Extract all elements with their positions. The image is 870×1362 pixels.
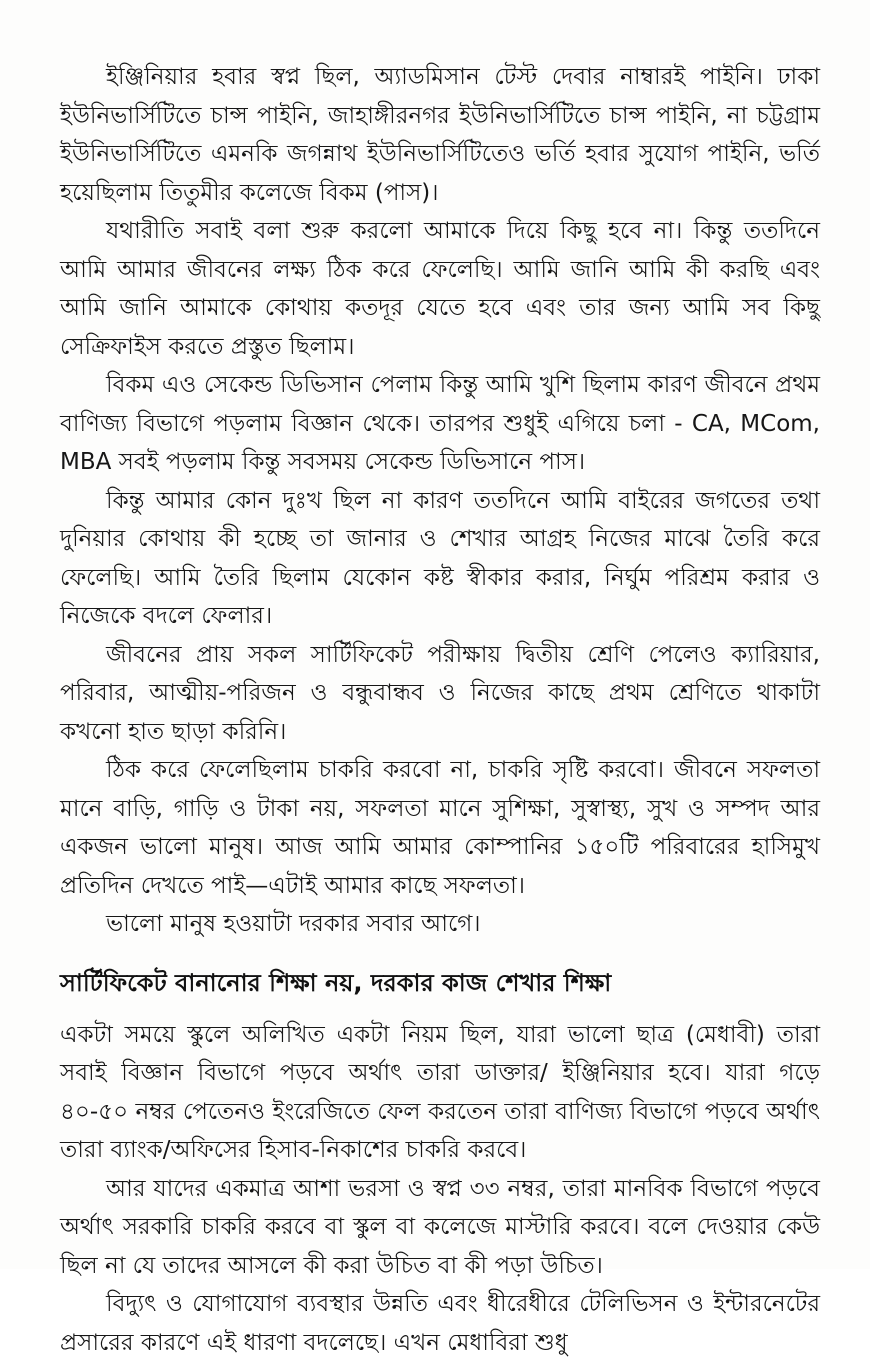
paragraph-no-regret: কিন্তু আমার কোন দুঃখ ছিল না কারণ ততদিনে আমি বাইরের জগতের তথা দুনিয়ার কোথায় কী হচ্ছে তা জানার ও শেখার আগ্রহ নিজের মাঝে তৈরি করে ফেলেছি। আমি তৈরি ছিলাম যেকোন কষ্ট স্বীকার করার, নির্ঘুম পরিশ্রম করার ও নিজেকে বদলে ফেলার। bbox=[60, 487, 820, 629]
paragraph-first-class-life: জীবনের প্রায় সকল সার্টিফিকেট পরীক্ষায় দ্বিতীয় শ্রেণি পেলেও ক্যারিয়ার, পরিবার, আত্মীয়-পরিজন ও বন্ধুবান্ধব ও নিজের কাছে প্রথম শ্রেণিতে থাকাটা কখনো হাত ছাড়া করিনি। bbox=[60, 641, 820, 745]
section-heading: সার্টিফিকেট বানানোর শিক্ষা নয়, দরকার কাজ শেখার শিক্ষা bbox=[60, 968, 612, 997]
paragraph-humanities: আর যাদের একমাত্র আশা ভরসা ও স্বপ্ন ৩৩ নম্বর, তারা মানবিক বিভাগে পড়বে অর্থাৎ সরকারি চাকরি করবে বা স্কুল বা কলেজে মাস্টারি করবে। বলে দেওয়ার কেউ ছিল না যে তাদের আসলে কী করা উচিত বা কী পড়া উচিত। bbox=[60, 1175, 820, 1279]
paragraph-changing-idea: বিদ্যুৎ ও যোগাযোগ ব্যবস্থার উন্নতি এবং ধীরেধীরে টেলিভিসন ও ইন্টারনেটের প্রসারের কারণে এই ধারণা বদলেছে। এখন মেধাবিরা শুধু bbox=[60, 1291, 820, 1356]
paragraph-engineer-dream: ইঞ্জিনিয়ার হবার স্বপ্ন ছিল, অ্যাডমিসান টেস্ট দেবার নাম্বারই পাইনি। ঢাকা ইউনিভার্সিটিতে চান্স পাইনি, জাহাঙ্গীরনগর ইউনিভার্সিটিতে চান্স পাইনি, না চট্টগ্রাম ইউনিভার্সিটিতে এমনকি জগন্নাথ ইউনিভার্সিটিতেও ভর্তি হবার সুযোগ পাইনি, ভর্তি হয়েছিলাম তিতুমীর কলেজে বিকম (পাস)। bbox=[60, 64, 820, 206]
paragraph-life-goal: যথারীতি সবাই বলা শুরু করলো আমাকে দিয়ে কিছু হবে না। কিন্তু ততদিনে আমি আমার জীবনের লক্ষ্য ঠিক করে ফেলেছি। আমি জানি আমি কী করছি এবং আমি জানি আমাকে কোথায় কতদূর যেতে হবে এবং তার জন্য আমি সব কিছু সেক্রিফাইস করতে প্রস্তুত ছিলাম। bbox=[60, 218, 820, 360]
paragraph-school-rule: একটা সময়ে স্কুলে অলিখিত একটা নিয়ম ছিল, যারা ভালো ছাত্র (মেধাবী) তারা সবাই বিজ্ঞান বিভাগে পড়বে অর্থাৎ তারা ডাক্তার/ ইঞ্জিনিয়ার হবে। যারা গড়ে ৪০-৫০ নম্বর পেতেনও ইংরেজিতে ফেল করতেন তারা বাণিজ্য বিভাগে পড়বে অর্থাৎ তারা ব্যাংক/অফিসের হিসাব-নিকাশের চাকরি করবে। bbox=[60, 1021, 820, 1163]
paragraph-success-meaning: ঠিক করে ফেলেছিলাম চাকরি করবো না, চাকরি সৃষ্টি করবো। জীবনে সফলতা মানে বাড়ি, গাড়ি ও টাকা নয়, সফলতা মানে সুশিক্ষা, সুস্বাস্থ্য, সুখ ও সম্পদ আর একজন ভালো মানুষ। আজ আমি আমার কোম্পানির ১৫০টি পরিবারের হাসিমুখ প্রতিদিন দেখতে পাই—এটাই আমার কাছে সফলতা। bbox=[60, 757, 820, 899]
page-body bbox=[60, 58, 820, 1362]
paragraph-second-division: বিকম এও সেকেন্ড ডিভিসান পেলাম কিন্তু আমি খুশি ছিলাম কারণ জীবনে প্রথম বাণিজ্য বিভাগে পড়লাম বিজ্ঞান থেকে। তারপর শুধুই এগিয়ে চলা - CA, MCom, MBA সবই পড়লাম কিন্তু সবসময় সেকেন্ড ডিভিসানে পাস। bbox=[60, 372, 820, 475]
paragraph-good-human: ভালো মানুষ হওয়াটা দরকার সবার আগে। bbox=[106, 911, 481, 937]
